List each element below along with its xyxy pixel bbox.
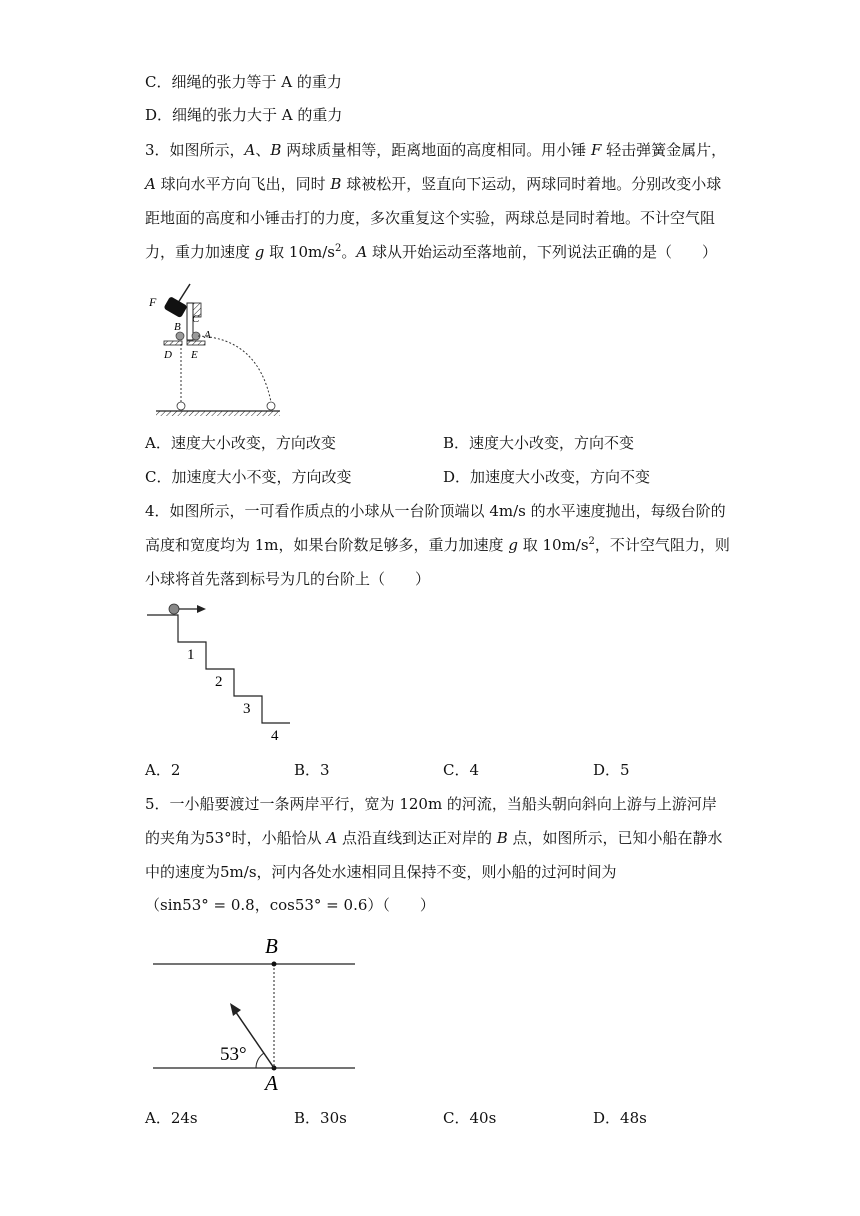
fig-label-d: D: [164, 349, 172, 361]
q3-option-b: B．速度大小改变，方向不变: [443, 434, 635, 452]
fig-label-f: F: [149, 295, 157, 309]
fig-label-a: A: [265, 1071, 278, 1095]
step-label-3: 3: [243, 701, 251, 717]
q5-option-d: D．48s: [593, 1109, 647, 1127]
q5-river-figure: [150, 928, 360, 1095]
step-label-2: 2: [215, 674, 223, 690]
fig-label-b: B: [265, 934, 278, 958]
q3-stem-line2: A 球向水平方向飞出，同时 B 球被松开，竖直向下运动，两球同时着地。分别改变小球: [145, 175, 722, 193]
q5-option-c: C．40s: [443, 1109, 497, 1127]
q3-stem-line3: 距地面的高度和小锤击打的力度，多次重复这个实验，两球总是同时着地。不计空气阻: [145, 209, 716, 227]
q5-stem-line4: （sin53° = 0.8，cos53° = 0.6）（ ）: [145, 896, 435, 914]
q5-option-b: B．30s: [294, 1109, 347, 1127]
fig-label-e: E: [191, 349, 198, 361]
q3-option-c: C．加速度大小不变，方向改变: [145, 468, 352, 486]
q4-staircase-figure: [140, 598, 300, 748]
fig-label-b: B: [174, 321, 181, 333]
q4-option-a: A．2: [145, 761, 181, 779]
step-label-1: 1: [187, 647, 195, 663]
q2-option-c: C．细绳的张力等于 A 的重力: [145, 73, 342, 91]
q5-option-a: A．24s: [145, 1109, 198, 1127]
q4-stem-line1: 4．如图所示，一可看作质点的小球从一台阶顶端以 4m/s 的水平速度抛出，每级台阶的: [145, 502, 726, 520]
q5-stem-line2: 的夹角为53°时，小船恰从 A 点沿直线到达正对岸的 B 点，如图所示，已知小船在静水: [145, 829, 723, 847]
q2-option-d: D．细绳的张力大于 A 的重力: [145, 106, 343, 124]
q3-stem-line4: 力，重力加速度 g 取 $10m/s^2$。A 球从开始运动至落地前，下列说法正确的是（ ）: [145, 243, 718, 261]
q4-option-b: B．3: [294, 761, 330, 779]
angle-label: 53°: [220, 1044, 247, 1065]
q3-option-a: A．速度大小改变，方向改变: [145, 434, 336, 452]
q3-stem-line1: 3．如图所示，A、B 两球质量相等，距离地面的高度相同。用小锤 F 轻击弹簧金属片，: [145, 141, 727, 159]
q4-stem-line3: 小球将首先落到标号为几的台阶上（ ）: [145, 570, 431, 588]
q3-option-d: D．加速度大小改变，方向不变: [443, 468, 651, 486]
q5-stem-line3: 中的速度为5m/s，河内各处水速相同且保持不变，则小船的过河时间为: [145, 863, 617, 881]
q3-apparatus-figure: [140, 278, 290, 428]
q4-option-c: C．4: [443, 761, 480, 779]
step-label-4: 4: [271, 728, 279, 744]
q4-stem-line2: 高度和宽度均为 1m，如果台阶数足够多，重力加速度 g 取 $10m/s^2$，不计空气阻力，则: [145, 536, 730, 554]
fig-label-a: A: [204, 329, 211, 341]
q5-stem-line1: 5．一小船要渡过一条两岸平行，宽为 120m 的河流，当船头朝向斜向上游与上游河岸: [145, 795, 717, 813]
fig-label-c: C: [192, 313, 200, 325]
q4-option-d: D．5: [593, 761, 630, 779]
